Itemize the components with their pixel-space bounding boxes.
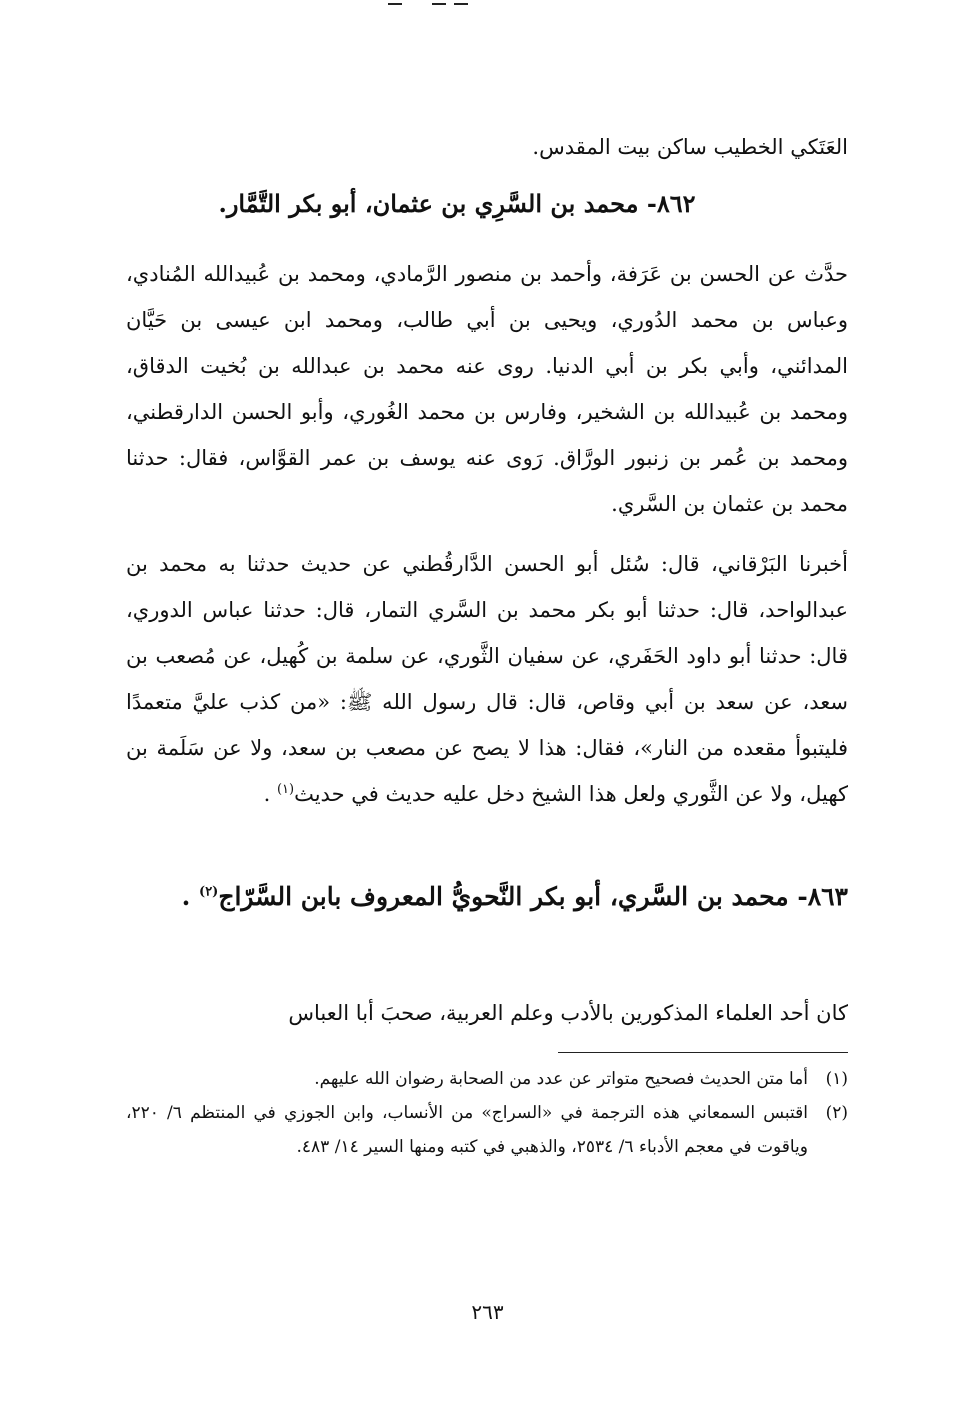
page-number: ٢٦٣ bbox=[471, 1300, 504, 1324]
footnote-ref-1[interactable]: (١) bbox=[276, 782, 295, 797]
scan-mark bbox=[388, 0, 468, 8]
entry-863-paragraph-1: كان أحد العلماء المذكورين بالأدب وعلم العربية، صحبَ أبا العباس bbox=[288, 1001, 848, 1025]
entry-862-paragraph-2 bbox=[126, 541, 848, 817]
footnote-divider bbox=[558, 1052, 848, 1053]
entry-862-heading: ٨٦٢- محمد بن السَّرِي بن عثمان، أبو بكر التَّمَّار. bbox=[218, 189, 696, 218]
continued-line: العَتَكي الخطيب ساكن بيت المقدس. bbox=[532, 135, 848, 159]
entry-863-heading bbox=[126, 868, 848, 926]
entry-863-heading-text: ٨٦٣- محمد بن السَّري، أبو بكر النَّحويُّ المعروف بابن السَّرّاج bbox=[218, 882, 848, 911]
footnote-text: أما متن الحديث فصحيح متواتر عن عدد من الصحابة رضوان الله عليهم. bbox=[314, 1069, 808, 1089]
entry-863-heading-end: . bbox=[181, 882, 200, 911]
footnote-ref-2[interactable]: (٢) bbox=[199, 884, 219, 900]
entry-862-paragraph-2-end: . bbox=[263, 782, 277, 806]
footnote-2 bbox=[126, 1096, 848, 1164]
entry-862-paragraph-1: حدَّث عن الحسن بن عَرَفة، وأحمد بن منصور الرَّمادي، ومحمد بن عُبيدالله المُنادي، وعباس بن محمد الدُوري، ويحيى بن أبي طالب، ومحمد ابن عيسى بن حَيَّان المدائني، وأبي بكر بن أبي الدنيا. روى عنه محمد بن عبدالله بن بُخيت الدقاق، ومحمد بن عُبيدالله بن الشخير، وفارس بن محمد الغُوري، وأبو الحسن الدارقطني، ومحمد بن عُمر بن زنبور الورَّاق. رَوى عنه يوسف بن عمر القوَّاس، فقال: حدثنا محمد بن عثمان بن السَّري. bbox=[126, 262, 848, 516]
entry-862-paragraph-2-text: أخبرنا البَرْقاني، قال: سُئل أبو الحسن الدَّارقُطني عن حديث حدثنا به محمد بن عبدالواحد، قال: حدثنا أبو بكر محمد بن السَّري التمار، قال: حدثنا عباس الدوري، قال: حدثنا أبو داود الحَفَري، عن سفيان الثَّوري، عن سلمة بن كُهيل، عن مُصعب بن سعد، عن سعد بن أبي وقاص، قال: قال رسول الله ﷺ: «من كذب عليَّ متعمدًا فليتبوأ مقعده من النار»، فقال: هذا لا يصح عن مصعب بن سعد، ولا عن سَلَمة بن كهيل، ولا عن الثَّوري ولعل هذا الشيخ دخل عليه حديث في حديث bbox=[126, 552, 848, 806]
footnote-number: (١) bbox=[825, 1069, 848, 1089]
footnote-text: اقتبس السمعاني هذه الترجمة في «السراج» من الأنساب، وابن الجوزي في المنتظم ٦/ ٢٢٠، وياقوت في معجم الأدباء ٦/ ٢٥٣٤، والذهبي في كتبه ومنها السير ١٤/ ٤٨٣. bbox=[126, 1103, 808, 1157]
footnote-number: (٢) bbox=[825, 1103, 848, 1123]
footnote-1 bbox=[126, 1062, 848, 1096]
footnotes bbox=[126, 1062, 848, 1164]
